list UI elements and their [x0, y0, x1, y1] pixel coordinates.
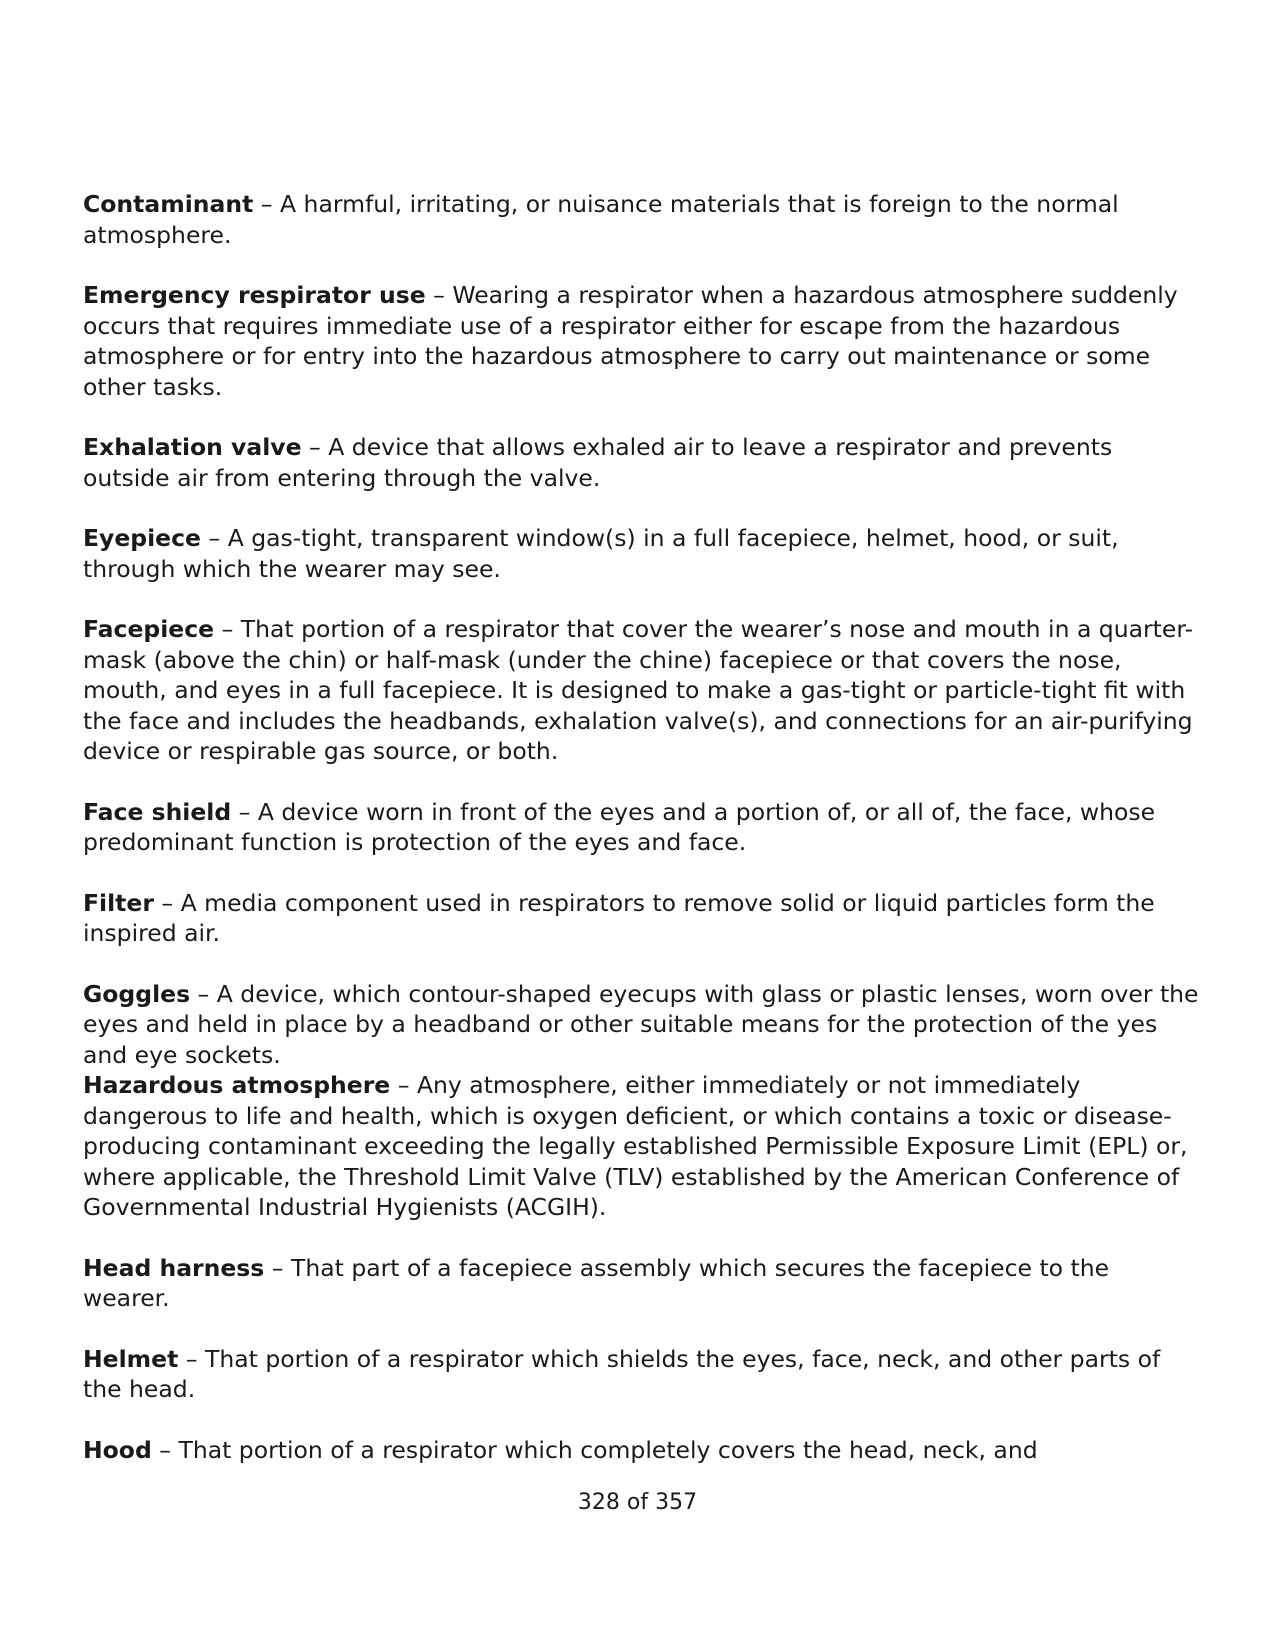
glossary-definition: – That portion of a respirator which shields the eyes, face, neck, and other parts of the head.: [83, 1344, 1161, 1403]
page-number: 328 of 357: [577, 1490, 698, 1515]
glossary-term: Emergency respirator use: [83, 281, 426, 309]
glossary-entry-hazardous-atmosphere: [83, 1070, 1203, 1223]
glossary-entry-face-shield: [83, 797, 1203, 858]
glossary-term: Exhalation valve: [83, 433, 302, 461]
glossary-entry-goggles: [83, 979, 1203, 1071]
glossary-definition: – That portion of a respirator which completely covers the head, neck, and: [151, 1435, 1038, 1464]
glossary-term: Face shield: [83, 797, 232, 826]
glossary-definition: – A harmful, irritating, or nuisance materials that is foreign to the normal atmosphere.: [83, 190, 1119, 249]
glossary-term: Helmet: [83, 1344, 179, 1373]
glossary-term: Contaminant: [83, 190, 254, 218]
glossary-definition: – A gas-tight, transparent window(s) in a full facepiece, helmet, hood, or suit, through which the wearer may see.: [83, 524, 1119, 583]
glossary-entry-helmet: [83, 1344, 1203, 1405]
glossary-entry-hood: [83, 1435, 1203, 1466]
glossary-entry-facepiece: [83, 614, 1203, 767]
glossary-term: Hood: [83, 1435, 152, 1464]
glossary-entry-eyepiece: [83, 523, 1203, 584]
glossary-definition: – Wearing a respirator when a hazardous atmosphere suddenly occurs that requires immediate use of a respirator either for escape from the hazardous atmosphere or for entry into the hazardous atmosphere to carry out maintenance or some other tasks.: [83, 281, 1178, 401]
glossary-term: Filter: [83, 888, 154, 917]
glossary-definition: – That portion of a respirator that cover the wearer’s nose and mouth in a quarter-mask (above the chin) or half-mask (under the chine) facepiece or that covers the nose, mouth, and eyes in a full facepiece. It is designed to make a gas-tight or particle-tight fit with the face and includes the headbands, exhalation valve(s), and connections for an air-purifying device or respirable gas source, or both.: [83, 615, 1193, 765]
glossary-definition: – That part of a facepiece assembly which secures the facepiece to the wearer.: [83, 1253, 1110, 1312]
glossary-term: Hazardous atmosphere: [83, 1071, 391, 1099]
glossary-content: [83, 189, 1203, 1465]
glossary-entry-head-harness: [83, 1253, 1203, 1314]
glossary-entry-exhalation-valve: [83, 432, 1203, 493]
glossary-definition: – A device, which contour-shaped eyecups with glass or plastic lenses, worn over the eyes and held in place by a headband or other suitable means for the protection of the yes and eye sockets.: [83, 979, 1199, 1069]
glossary-entry-filter: [83, 888, 1203, 949]
glossary-entry-emergency-respirator-use: [83, 280, 1203, 402]
glossary-term: Facepiece: [83, 615, 215, 643]
glossary-definition: – A device worn in front of the eyes and a portion of, or all of, the face, whose predominant function is protection of the eyes and face.: [83, 797, 1156, 856]
glossary-term: Eyepiece: [83, 524, 201, 552]
glossary-definition: – A media component used in respirators to remove solid or liquid particles form the inspired air.: [83, 888, 1155, 947]
glossary-definition: – Any atmosphere, either immediately or not immediately dangerous to life and health, which is oxygen deficient, or which contains a toxic or disease-producing contaminant exceeding the legally established Permissible Exposure Limit (EPL) or, where applicable, the Threshold Limit Valve (TLV) established by the American Conference of Governmental Industrial Hygienists (ACGIH).: [83, 1071, 1188, 1221]
glossary-term: Goggles: [83, 979, 191, 1008]
glossary-entry-contaminant: [83, 189, 1203, 250]
glossary-definition: – A device that allows exhaled air to leave a respirator and prevents outside air from entering through the valve.: [83, 433, 1113, 492]
glossary-term: Head harness: [83, 1253, 265, 1282]
